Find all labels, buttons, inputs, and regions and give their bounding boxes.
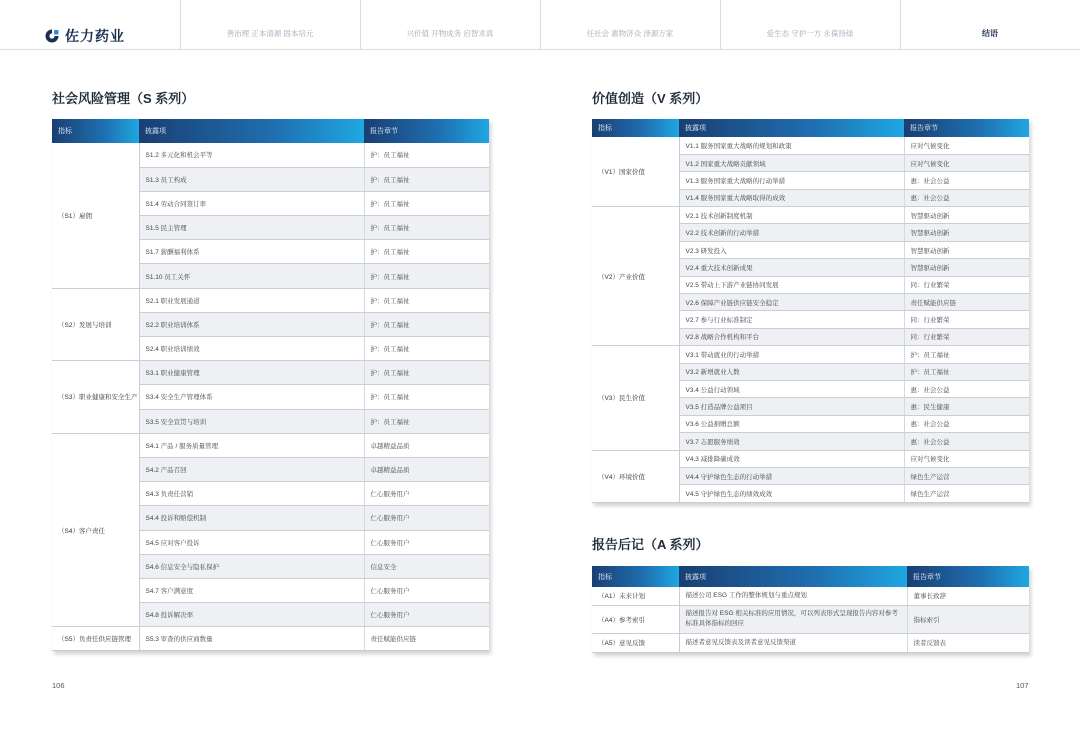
table-row [592, 137, 1029, 154]
indicator: （A5）意见反馈 [592, 633, 679, 652]
report-chapter: 护：员工福祉 [904, 363, 1029, 380]
disclosure-item: S3.4 安全生产管理体系 [139, 385, 364, 409]
indicator-group: （V2）产业价值 [592, 207, 679, 346]
header-divider [720, 0, 721, 50]
a-series-title: 报告后记（A 系列） [592, 537, 709, 552]
report-chapter: 智慧驱动创新 [904, 259, 1029, 276]
disclosure-item: V2.4 重大技术创新成果 [679, 259, 904, 276]
disclosure-item: V4.5 守护绿色生态的绩效成效 [679, 485, 904, 502]
column-header: 报告章节 [364, 119, 489, 143]
report-chapter: 仁心服务用户 [364, 530, 489, 554]
report-chapter: 惠：社会公益 [904, 380, 1029, 397]
disclosure-item: V1.4 服务国家重大战略取得的成效 [679, 189, 904, 206]
report-chapter: 护：员工福祉 [364, 312, 489, 336]
disclosure-item: S4.6 信息安全与隐私保护 [139, 554, 364, 578]
report-chapter: 护：员工福祉 [364, 240, 489, 264]
table-row [592, 587, 1029, 605]
report-chapter: 惠：民生健康 [904, 398, 1029, 415]
indicator: （A4）参考索引 [592, 605, 679, 633]
report-chapter: 卓越精益品质 [364, 433, 489, 457]
v-series-title: 价值创造（V 系列） [592, 91, 709, 106]
indicator-group: （V4）环境价值 [592, 450, 679, 502]
report-chapter: 绿色生产运营 [904, 485, 1029, 502]
table-row [52, 288, 489, 312]
indicator-group: （V1）国家价值 [592, 137, 679, 207]
nav-tab-governance[interactable]: 善治理 正本清源 固本培元 [226, 29, 314, 38]
disclosure-item: S1.3 员工构成 [139, 167, 364, 191]
disclosure-item: S4.1 产品 / 服务质量管理 [139, 433, 364, 457]
page-number-right: 107 [1016, 681, 1029, 690]
table-row [52, 627, 489, 651]
disclosure-item: V2.2 技术创新的行动举措 [679, 224, 904, 241]
disclosure-item: V3.7 志愿服务绩效 [679, 433, 904, 450]
report-chapter: 仁心服务用户 [364, 603, 489, 627]
indicator-group: （S1）雇佣 [52, 143, 139, 288]
disclosure-item: S4.5 应对客户投诉 [139, 530, 364, 554]
report-chapter: 应对气候变化 [904, 154, 1029, 171]
disclosure-item: V3.4 公益行动领域 [679, 380, 904, 397]
nav-tab-value[interactable]: 兴价值 开物成务 启智求真 [406, 29, 494, 38]
table-row [592, 633, 1029, 652]
report-chapter: 护：员工福祉 [364, 167, 489, 191]
disclosure-item: V1.2 国家重大战略贡献领域 [679, 154, 904, 171]
page-number-left: 106 [52, 681, 65, 690]
report-chapter: 惠：社会公益 [904, 172, 1029, 189]
disclosure-item: S1.10 员工关怀 [139, 264, 364, 288]
report-chapter: 护：员工福祉 [364, 216, 489, 240]
indicator-group: （S4）客户责任 [52, 433, 139, 627]
table-row [592, 207, 1029, 224]
column-header: 指标 [592, 119, 679, 137]
disclosure-item: V2.6 保障产业链供应链安全稳定 [679, 294, 904, 311]
nav-tab-ecology[interactable]: 爱生态 守护一方 永葆持绿 [766, 29, 854, 38]
disclosure-item: S2.1 职业发展通道 [139, 288, 364, 312]
disclosure-item: S5.3 审查的供应商数量 [139, 627, 364, 651]
column-header: 披露项 [139, 119, 364, 143]
report-chapter: 应对气候变化 [904, 137, 1029, 154]
disclosure-item: S1.2 多元化和机会平等 [139, 143, 364, 167]
column-header: 报告章节 [907, 566, 1029, 587]
indicator-group: （S3）职业健康和安全生产 [52, 361, 139, 434]
s-series-table [52, 119, 489, 651]
report-chapter: 惠：社会公益 [904, 415, 1029, 432]
table-row [52, 143, 489, 167]
report-chapter: 同：行业繁荣 [904, 328, 1029, 345]
disclosure-item: S3.5 安全宣贯与培训 [139, 409, 364, 433]
table-row [592, 605, 1029, 633]
disclosure-item: V1.1 服务国家重大战略的规划和政策 [679, 137, 904, 154]
column-header: 报告章节 [904, 119, 1029, 137]
column-header: 指标 [592, 566, 679, 587]
disclosure-item: S1.4 劳动合同签订率 [139, 191, 364, 215]
brand-logo[interactable] [44, 26, 125, 46]
disclosure-item: V2.7 参与行业标准制定 [679, 311, 904, 328]
disclosure-item: V2.8 战略合作机构和平台 [679, 328, 904, 345]
nav-tab-society[interactable]: 任社会 惠物济众 泽源万家 [586, 29, 674, 38]
report-chapter: 卓越精益品质 [364, 457, 489, 481]
report-chapter: 惠：社会公益 [904, 433, 1029, 450]
indicator-group: （S5）负责任供应链管理 [52, 627, 139, 651]
disclosure-item: V1.3 服务国家重大战略的行动举措 [679, 172, 904, 189]
brand-name: 佐力药业 [65, 28, 125, 44]
indicator: （A1）未来计划 [592, 587, 679, 605]
report-chapter: 责任赋能供应链 [904, 294, 1029, 311]
report-chapter: 智慧驱动创新 [904, 207, 1029, 224]
disclosure-item: S2.4 职业培训绩效 [139, 337, 364, 361]
report-chapter: 信息安全 [364, 554, 489, 578]
nav-tab-conclusion[interactable]: 结语 [982, 29, 998, 38]
page-header [0, 0, 1080, 50]
column-header: 披露项 [679, 119, 904, 137]
disclosure-item: S3.1 职业健康管理 [139, 361, 364, 385]
report-chapter: 护：员工福祉 [364, 361, 489, 385]
column-header: 披露项 [679, 566, 907, 587]
report-chapter: 护：员工福祉 [364, 409, 489, 433]
disclosure-item: V4.3 减排降碳成效 [679, 450, 904, 467]
disclosure-item: S4.7 客户满意度 [139, 578, 364, 602]
table-row [592, 450, 1029, 467]
header-divider [360, 0, 361, 50]
report-chapter: 护：员工福祉 [364, 337, 489, 361]
disclosure-item: 描述报告对 ESG 相关标准的应用情况，可以列表形式呈现报告内容对参考标准具体指标的回应 [679, 605, 907, 633]
table-row [592, 346, 1029, 363]
disclosure-item: S1.5 民主管理 [139, 216, 364, 240]
disclosure-item: V3.1 带动就业的行动举措 [679, 346, 904, 363]
report-chapter: 护：员工福祉 [364, 385, 489, 409]
disclosure-item: V2.5 带动上下游产业链协同发展 [679, 276, 904, 293]
report-chapter: 绿色生产运营 [904, 467, 1029, 484]
s-series-title: 社会风险管理（S 系列） [52, 91, 195, 106]
indicator-group: （V3）民生价值 [592, 346, 679, 450]
brand-logo-icon [44, 28, 60, 44]
report-chapter: 惠：社会公益 [904, 189, 1029, 206]
header-divider [540, 0, 541, 50]
report-chapter: 责任赋能供应链 [364, 627, 489, 651]
disclosure-item: S1.7 薪酬福利体系 [139, 240, 364, 264]
disclosure-item: S4.3 负责任营销 [139, 482, 364, 506]
report-chapter: 仁心服务用户 [364, 482, 489, 506]
report-chapter: 护：员工福祉 [904, 346, 1029, 363]
report-chapter: 护：员工福祉 [364, 288, 489, 312]
report-chapter: 指标索引 [907, 605, 1029, 633]
disclosure-item: V2.3 研发投入 [679, 241, 904, 258]
disclosure-item: S4.8 投诉解决率 [139, 603, 364, 627]
a-series-table [592, 566, 1029, 653]
report-chapter: 智慧驱动创新 [904, 224, 1029, 241]
column-header: 指标 [52, 119, 139, 143]
disclosure-item: V3.5 打造品牌公益项目 [679, 398, 904, 415]
report-chapter: 仁心服务用户 [364, 506, 489, 530]
disclosure-item: S4.2 产品召回 [139, 457, 364, 481]
disclosure-item: V3.2 新增就业人数 [679, 363, 904, 380]
report-chapter: 护：员工福祉 [364, 264, 489, 288]
disclosure-item: V3.6 公益捐赠总额 [679, 415, 904, 432]
table-row [52, 361, 489, 385]
disclosure-item: S2.2 职业培训体系 [139, 312, 364, 336]
v-series-table [592, 119, 1029, 503]
disclosure-item: S4.4 投诉和赔偿机制 [139, 506, 364, 530]
report-chapter: 读者反馈表 [907, 633, 1029, 652]
report-chapter: 仁心服务用户 [364, 578, 489, 602]
report-chapter: 董事长致辞 [907, 587, 1029, 605]
report-chapter: 应对气候变化 [904, 450, 1029, 467]
disclosure-item: 描述者意见反馈表及读者意见反馈渠道 [679, 633, 907, 652]
indicator-group: （S2）发展与培训 [52, 288, 139, 361]
header-divider [900, 0, 901, 50]
disclosure-item: V4.4 守护绿色生态的行动举措 [679, 467, 904, 484]
table-row [52, 433, 489, 457]
disclosure-item: 描述公司 ESG 工作的整体规划与重点规划 [679, 587, 907, 605]
header-divider [180, 0, 181, 50]
report-chapter: 同：行业繁荣 [904, 311, 1029, 328]
report-chapter: 智慧驱动创新 [904, 241, 1029, 258]
report-chapter: 护：员工福祉 [364, 191, 489, 215]
report-chapter: 护：员工福祉 [364, 143, 489, 167]
disclosure-item: V2.1 技术创新制度机制 [679, 207, 904, 224]
report-chapter: 同：行业繁荣 [904, 276, 1029, 293]
